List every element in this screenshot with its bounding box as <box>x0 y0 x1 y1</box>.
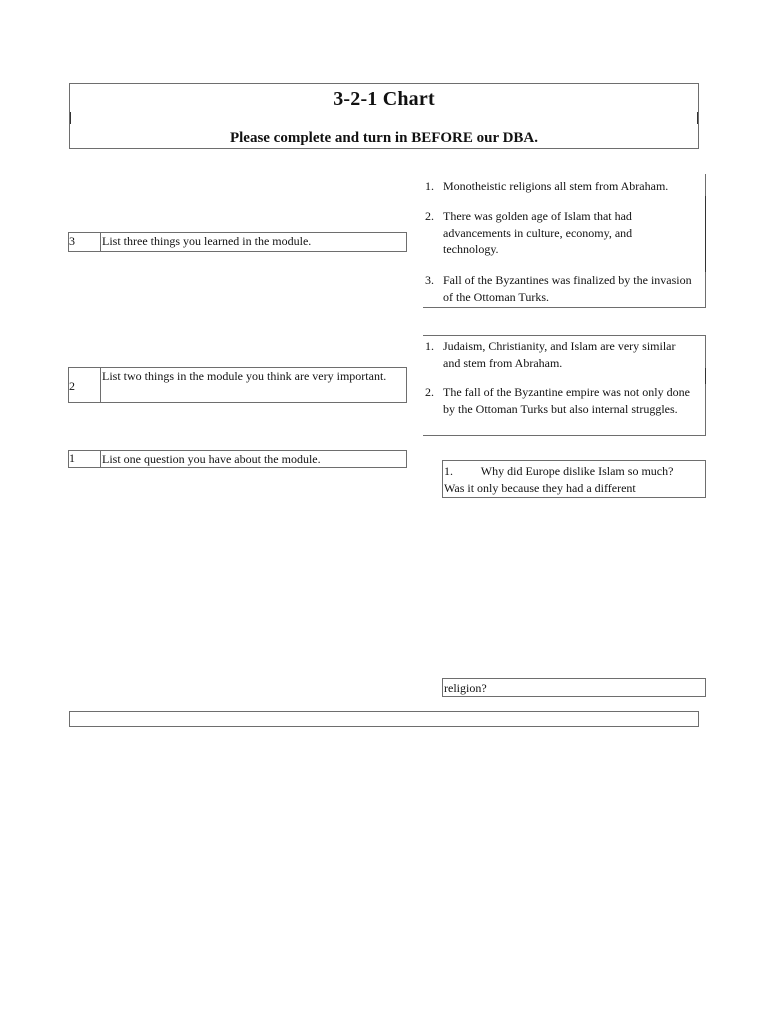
row-1-answer-continuation[interactable]: religion? <box>442 678 706 697</box>
row-1-answer-box[interactable] <box>442 460 706 498</box>
answer-number: 1. <box>425 339 434 353</box>
answer-text: Monotheistic religions all stem from Abraham. <box>443 179 669 193</box>
border-mark-left <box>70 112 71 124</box>
answer-number: 3. <box>425 273 434 287</box>
row-1-answer-line-2: Was it only because they had a different <box>444 481 636 495</box>
row-1-number: 1 <box>68 450 101 468</box>
answer-number: 2. <box>425 385 434 399</box>
answer-number: 2. <box>425 209 434 223</box>
answer-number: 1. <box>444 464 453 478</box>
row-3-answer-2 <box>423 208 668 258</box>
answer-number: 1. <box>425 179 434 193</box>
answer-text: Why did Europe dislike Islam so much? <box>480 464 674 478</box>
page-title: 3-2-1 Chart <box>333 88 435 110</box>
row-2-prompt: List two things in the module you think are very important. <box>100 367 407 403</box>
row-2-answer-box[interactable] <box>423 335 706 436</box>
row-3-answer-3 <box>423 272 693 305</box>
border-mark-right <box>697 112 698 124</box>
row-3-answer-box[interactable] <box>423 174 706 308</box>
answer-text: The fall of the Byzantine empire was not only done by the Ottoman Turks but also internal struggles. <box>443 385 690 416</box>
row-2-answer-2 <box>423 384 701 417</box>
border-mark <box>705 196 706 272</box>
row-3-answer-1 <box>423 178 668 195</box>
row-2-number: 2 <box>68 367 101 403</box>
answer-text: Judaism, Christianity, and Islam are very similar and stem from Abraham. <box>443 339 676 370</box>
page-subtitle: Please complete and turn in BEFORE our DBA. <box>229 130 539 146</box>
answer-text: There was golden age of Islam that had advancements in culture, economy, and technology. <box>443 209 633 256</box>
border-mark <box>705 368 706 384</box>
header-box <box>69 83 699 149</box>
row-2-answer-1 <box>423 338 678 371</box>
answer-text: Fall of the Byzantines was finalized by the invasion of the Ottoman Turks. <box>443 273 692 304</box>
row-1-prompt: List one question you have about the module. <box>100 450 407 468</box>
row-3-prompt: List three things you learned in the module. <box>100 232 407 252</box>
row-1-answer-line-1 <box>444 463 673 480</box>
footer-empty-box <box>69 711 699 727</box>
row-3-number: 3 <box>68 232 101 252</box>
